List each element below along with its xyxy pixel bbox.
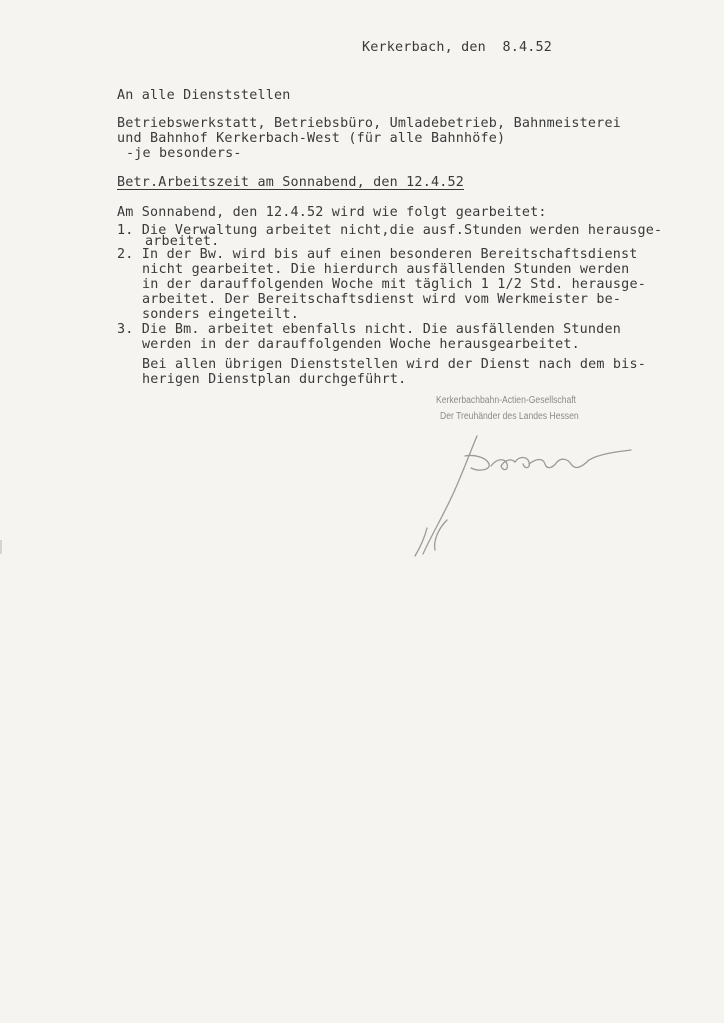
item-2-line-1: 2. In der Bw. wird bis auf einen besonderen Bereitschaftsdienst (117, 247, 638, 262)
recipient-list-line-2: und Bahnhof Kerkerbach-West (für alle Bahnhöfe) (117, 131, 506, 146)
closing-line-2: herigen Dienstplan durchgeführt. (142, 372, 407, 387)
margin-punch-mark (0, 540, 4, 554)
handwritten-signature (405, 428, 645, 568)
closing-line-1: Bei allen übrigen Dienststellen wird der Dienst nach dem bis- (142, 357, 646, 372)
item-2-line-2: nicht gearbeitet. Die hierdurch ausfällenden Stunden werden (142, 262, 630, 277)
item-3-line-2: werden in der darauffolgenden Woche herausgearbeitet. (142, 337, 580, 352)
item-1-line-2: arbeitet. (145, 234, 220, 249)
item-1-line-1: 1. Die Verwaltung arbeitet nicht,die ausf.Stunden werden herausge- (117, 223, 663, 238)
company-stamp-line-2: Der Treuhänder des Landes Hessen (440, 411, 579, 422)
item-2-line-3: in der darauffolgenden Woche mit täglich 1 1/2 Std. herausge- (142, 277, 646, 292)
place-date: Kerkerbach, den 8.4.52 (362, 40, 553, 55)
body-intro: Am Sonnabend, den 12.4.52 wird wie folgt gearbeitet: (117, 205, 547, 220)
recipient-heading: An alle Dienststellen (117, 88, 291, 103)
company-stamp-line-1: Kerkerbachbahn-Actien-Gesellschaft (436, 395, 577, 406)
subject-line: Betr.Arbeitszeit am Sonnabend, den 12.4.52 (117, 175, 464, 190)
recipient-list-line-1: Betriebswerkstatt, Betriebsbüro, Umladebetrieb, Bahnmeisterei (117, 116, 621, 131)
recipient-list-line-3: -je besonders- (126, 146, 242, 161)
item-2-line-5: sonders eingeteilt. (142, 307, 299, 322)
item-2-line-4: arbeitet. Der Bereitschaftsdienst wird vom Werkmeister be- (142, 292, 622, 307)
item-3-line-1: 3. Die Bm. arbeitet ebenfalls nicht. Die ausfällenden Stunden (117, 322, 621, 337)
